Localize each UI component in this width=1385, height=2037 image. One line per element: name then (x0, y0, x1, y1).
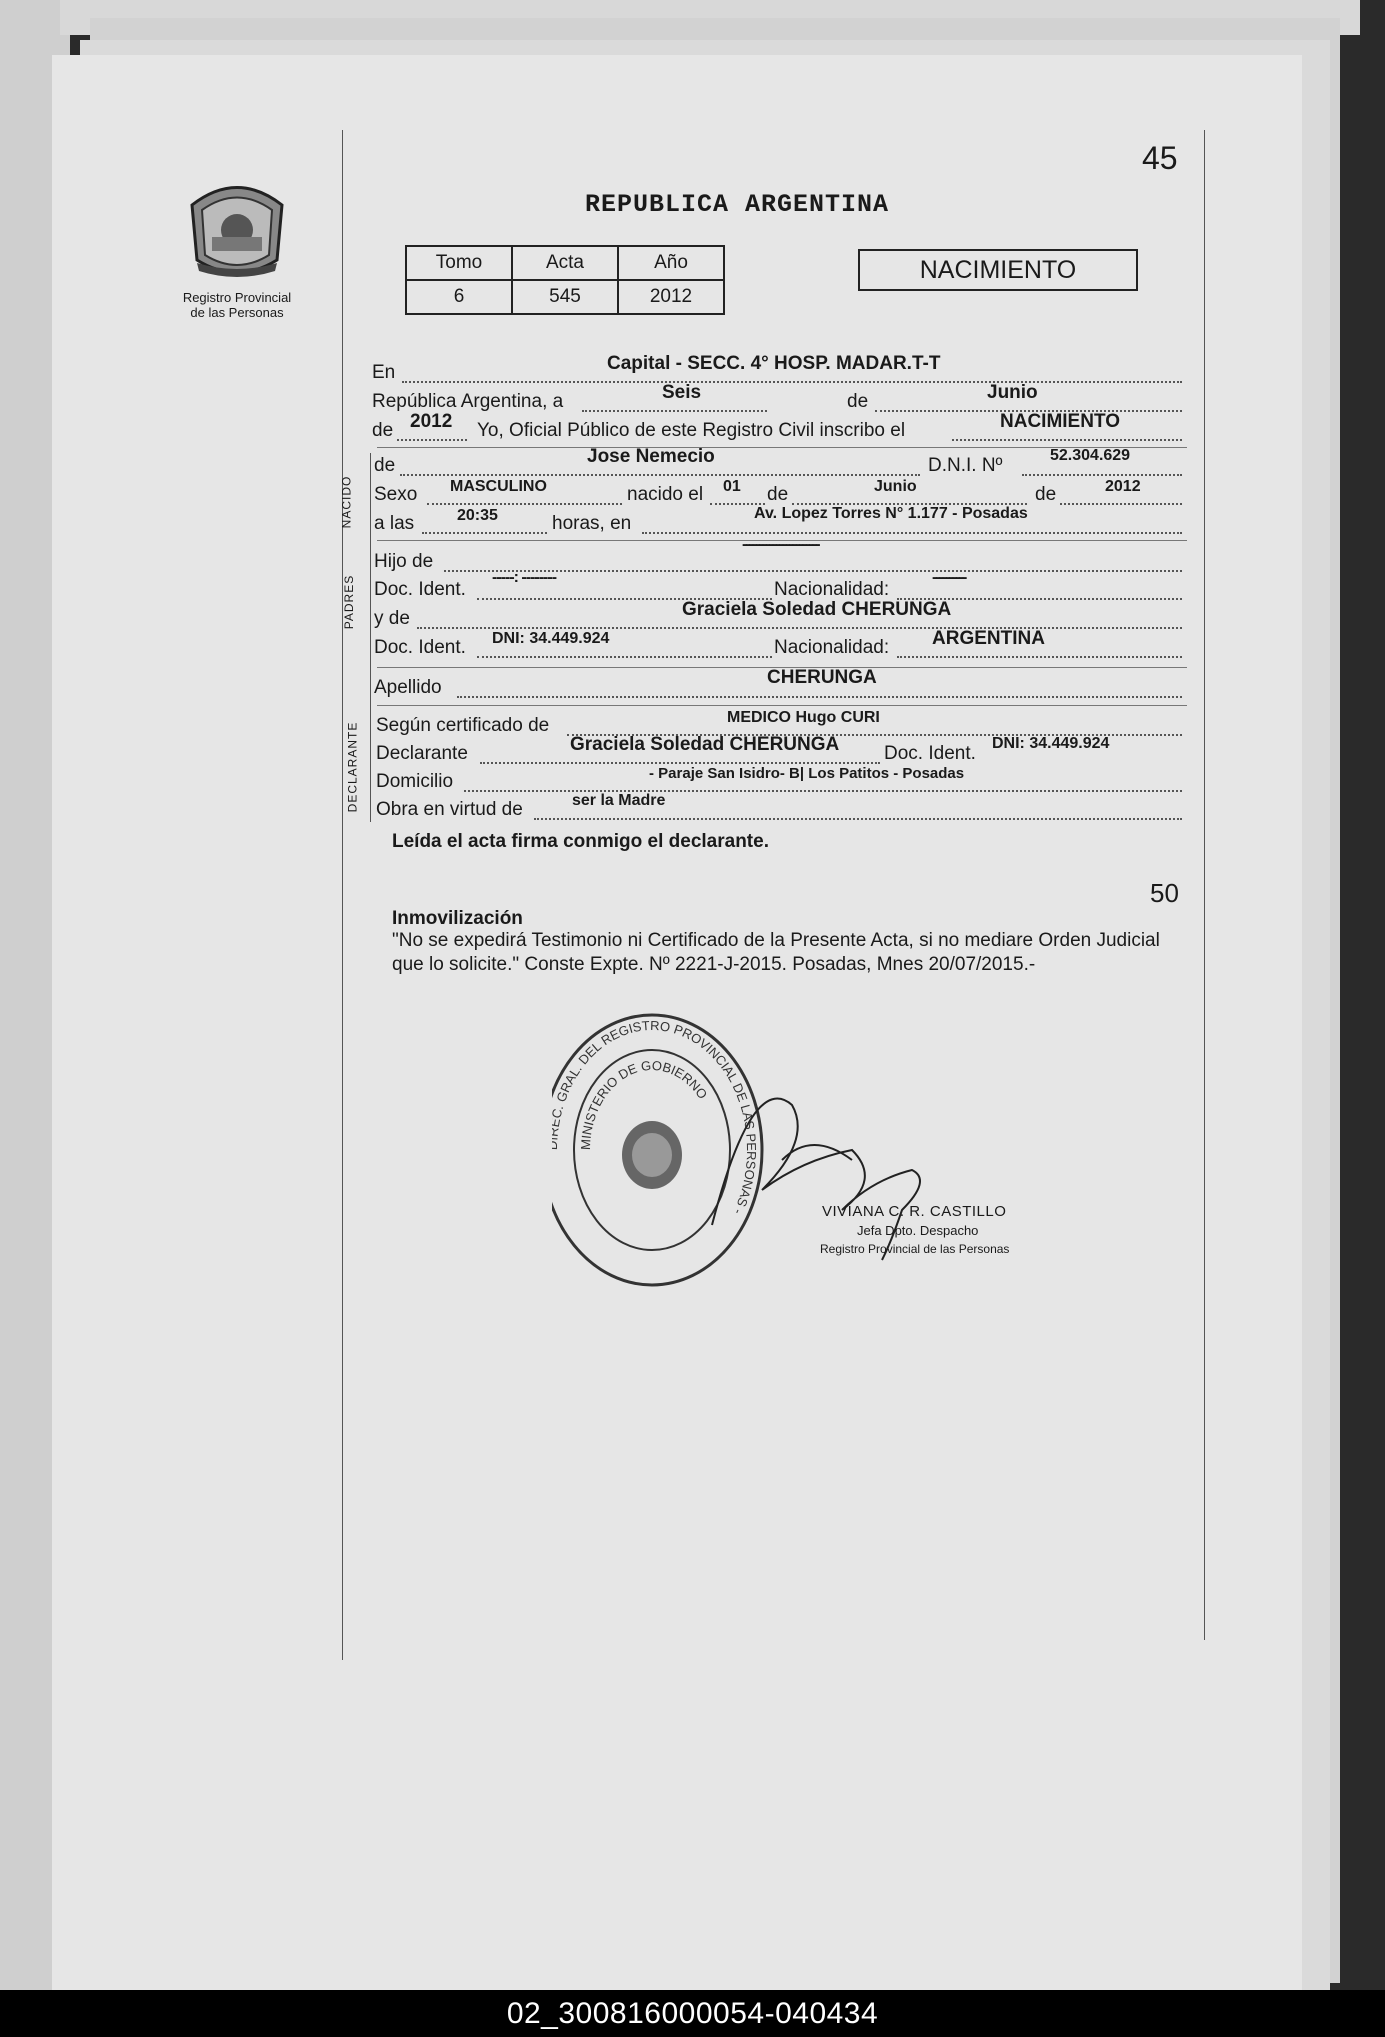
nac-anio-value: 2012 (1105, 478, 1141, 495)
dotted-line (642, 532, 1182, 534)
doc-ident2-label: Doc. Ident. (374, 637, 466, 658)
page-number: 45 (1142, 140, 1178, 176)
dotted-line (417, 627, 1182, 629)
acta-header: Acta (512, 246, 618, 280)
signer-name: VIVIANA C. R. CASTILLO (822, 1203, 1007, 1220)
nacido-el-label: nacido el (627, 484, 704, 505)
domicilio-value: - Paraje San Isidro- B| Los Patitos - Posadas (649, 765, 965, 782)
domicilio-label: Domicilio (376, 771, 454, 792)
apellido-value: CHERUNGA (767, 667, 877, 688)
record-table (405, 245, 725, 315)
anio-value: 2012 (410, 411, 453, 432)
inscribo-value: NACIMIENTO (1000, 411, 1120, 432)
obra-label: Obra en virtud de (376, 799, 523, 820)
dotted-line (1060, 503, 1182, 505)
dotted-line (457, 696, 1182, 698)
padre-doc-value: -----: -------- (492, 569, 557, 586)
hijo-de-label: Hijo de (374, 551, 434, 572)
republica-label: República Argentina, a (372, 391, 564, 412)
obra-value: ser la Madre (572, 792, 666, 809)
official-stamp (552, 1010, 1072, 1290)
oficial-text: Yo, Oficial Público de este Registro Civil inscribo el (477, 420, 906, 441)
stamp-ring-text: . GRAL. DEL REGISTRO PROVINCIAL DE LAS PERSONAS - (552, 1017, 760, 1217)
dotted-line (897, 656, 1182, 658)
document-title: REPUBLICA ARGENTINA (585, 190, 890, 219)
declarante-value: Graciela Soledad CHERUNGA (570, 734, 840, 755)
doc-ident-label: Doc. Ident. (374, 579, 466, 600)
right-margin-line (1204, 130, 1205, 1640)
nacido-side-label: NACIDO (339, 475, 354, 529)
province-logo (177, 175, 297, 320)
nac-dia-value: 01 (723, 478, 741, 495)
nac-mes-value: Junio (874, 478, 917, 495)
nacionalidad-label: Nacionalidad: (774, 579, 890, 600)
anio-value: 2012 (618, 280, 724, 314)
document-id-bar: 02_300816000054-040434 (0, 1990, 1385, 2037)
dotted-line (952, 439, 1182, 441)
section-line (370, 550, 371, 710)
dotted-line (400, 474, 920, 476)
dotted-line (397, 439, 467, 441)
dotted-line (582, 410, 767, 412)
separator-line (377, 705, 1187, 706)
dni-value: 52.304.629 (1050, 447, 1131, 464)
leida-text: Leída el acta firma conmigo el declarante. (392, 831, 769, 852)
padre-value: ----------------------- (742, 536, 819, 553)
y-de-label: y de (374, 608, 410, 629)
inmovilizacion-text: "No se expedirá Testimonio ni Certificado de la Presente Acta, si no mediare Orden Judicial que lo solicite." Conste Expte. Nº 2221-J-2015. Posadas, Mnes 20/07/2015.- (392, 930, 1160, 975)
registry-line-2: de las Personas (190, 305, 284, 320)
dotted-line (427, 503, 622, 505)
en-value: Capital - SECC. 4° HOSP. MADAR.T-T (607, 353, 941, 374)
horas-en-label: horas, en (552, 513, 632, 534)
decl-doc-label: Doc. Ident. (884, 743, 976, 764)
inmovilizacion-heading: Inmovilización (392, 908, 523, 929)
tomo-header: Tomo (406, 246, 512, 280)
nombre-value: Jose Nemecio (587, 446, 715, 467)
page-number-2: 50 (1150, 878, 1179, 908)
section-line (370, 710, 371, 822)
declarante-label: Declarante (376, 743, 468, 764)
sexo-label: Sexo (374, 484, 418, 505)
dotted-line (1022, 474, 1182, 476)
dotted-line (422, 532, 547, 534)
de2-label: de (372, 420, 394, 441)
hora-value: 20:35 (457, 507, 498, 524)
dotted-line (402, 381, 1182, 383)
dia-value: Seis (662, 382, 702, 403)
anio-header: Año (618, 246, 724, 280)
mes-value: Junio (987, 382, 1038, 403)
dotted-line (477, 656, 772, 658)
madre-nac-value: ARGENTINA (932, 628, 1045, 649)
nac-de-label: de (767, 484, 789, 505)
lugar-value: Av. Lopez Torres N° 1.177 - Posadas (754, 505, 1028, 522)
nac-de2-label: de (1035, 484, 1057, 505)
dni-label: D.N.I. Nº (928, 455, 1003, 476)
signer-office: Registro Provincial de las Personas (820, 1242, 1010, 1256)
nacido-de-label: de (374, 455, 396, 476)
madre-value: Graciela Soledad CHERUNGA (682, 599, 952, 620)
a-las-label: a las (374, 513, 415, 534)
nacionalidad2-label: Nacionalidad: (774, 637, 890, 658)
stamp-inner-text: MINISTERIO DE GOBIERNO (577, 1057, 711, 1151)
province-seal-icon (177, 175, 297, 285)
padres-side-label: PADRES (342, 574, 357, 630)
registry-line-1: Registro Provincial (182, 290, 292, 305)
dotted-line (534, 818, 1182, 820)
sexo-value: MASCULINO (450, 478, 547, 495)
certificado-label: Según certificado de (376, 715, 550, 736)
document-page (52, 55, 1302, 1990)
en-label: En (372, 362, 396, 383)
certificado-value: MEDICO Hugo CURI (727, 709, 880, 726)
dotted-line (480, 762, 880, 764)
record-type-box: NACIMIENTO (858, 249, 1138, 291)
decl-doc-value: DNI: 34.449.924 (992, 735, 1110, 752)
de-label: de (847, 391, 869, 412)
declarante-side-label: DECLARANTE (345, 721, 360, 813)
signer-title: Jefa Dpto. Despacho (857, 1223, 979, 1238)
acta-value: 545 (512, 280, 618, 314)
madre-doc-value: DNI: 34.449.924 (492, 630, 610, 647)
apellido-label: Apellido (374, 677, 442, 698)
left-margin-line (342, 130, 343, 1660)
tomo-value: 6 (406, 280, 512, 314)
padre-nac-value: ---------- (932, 569, 966, 586)
